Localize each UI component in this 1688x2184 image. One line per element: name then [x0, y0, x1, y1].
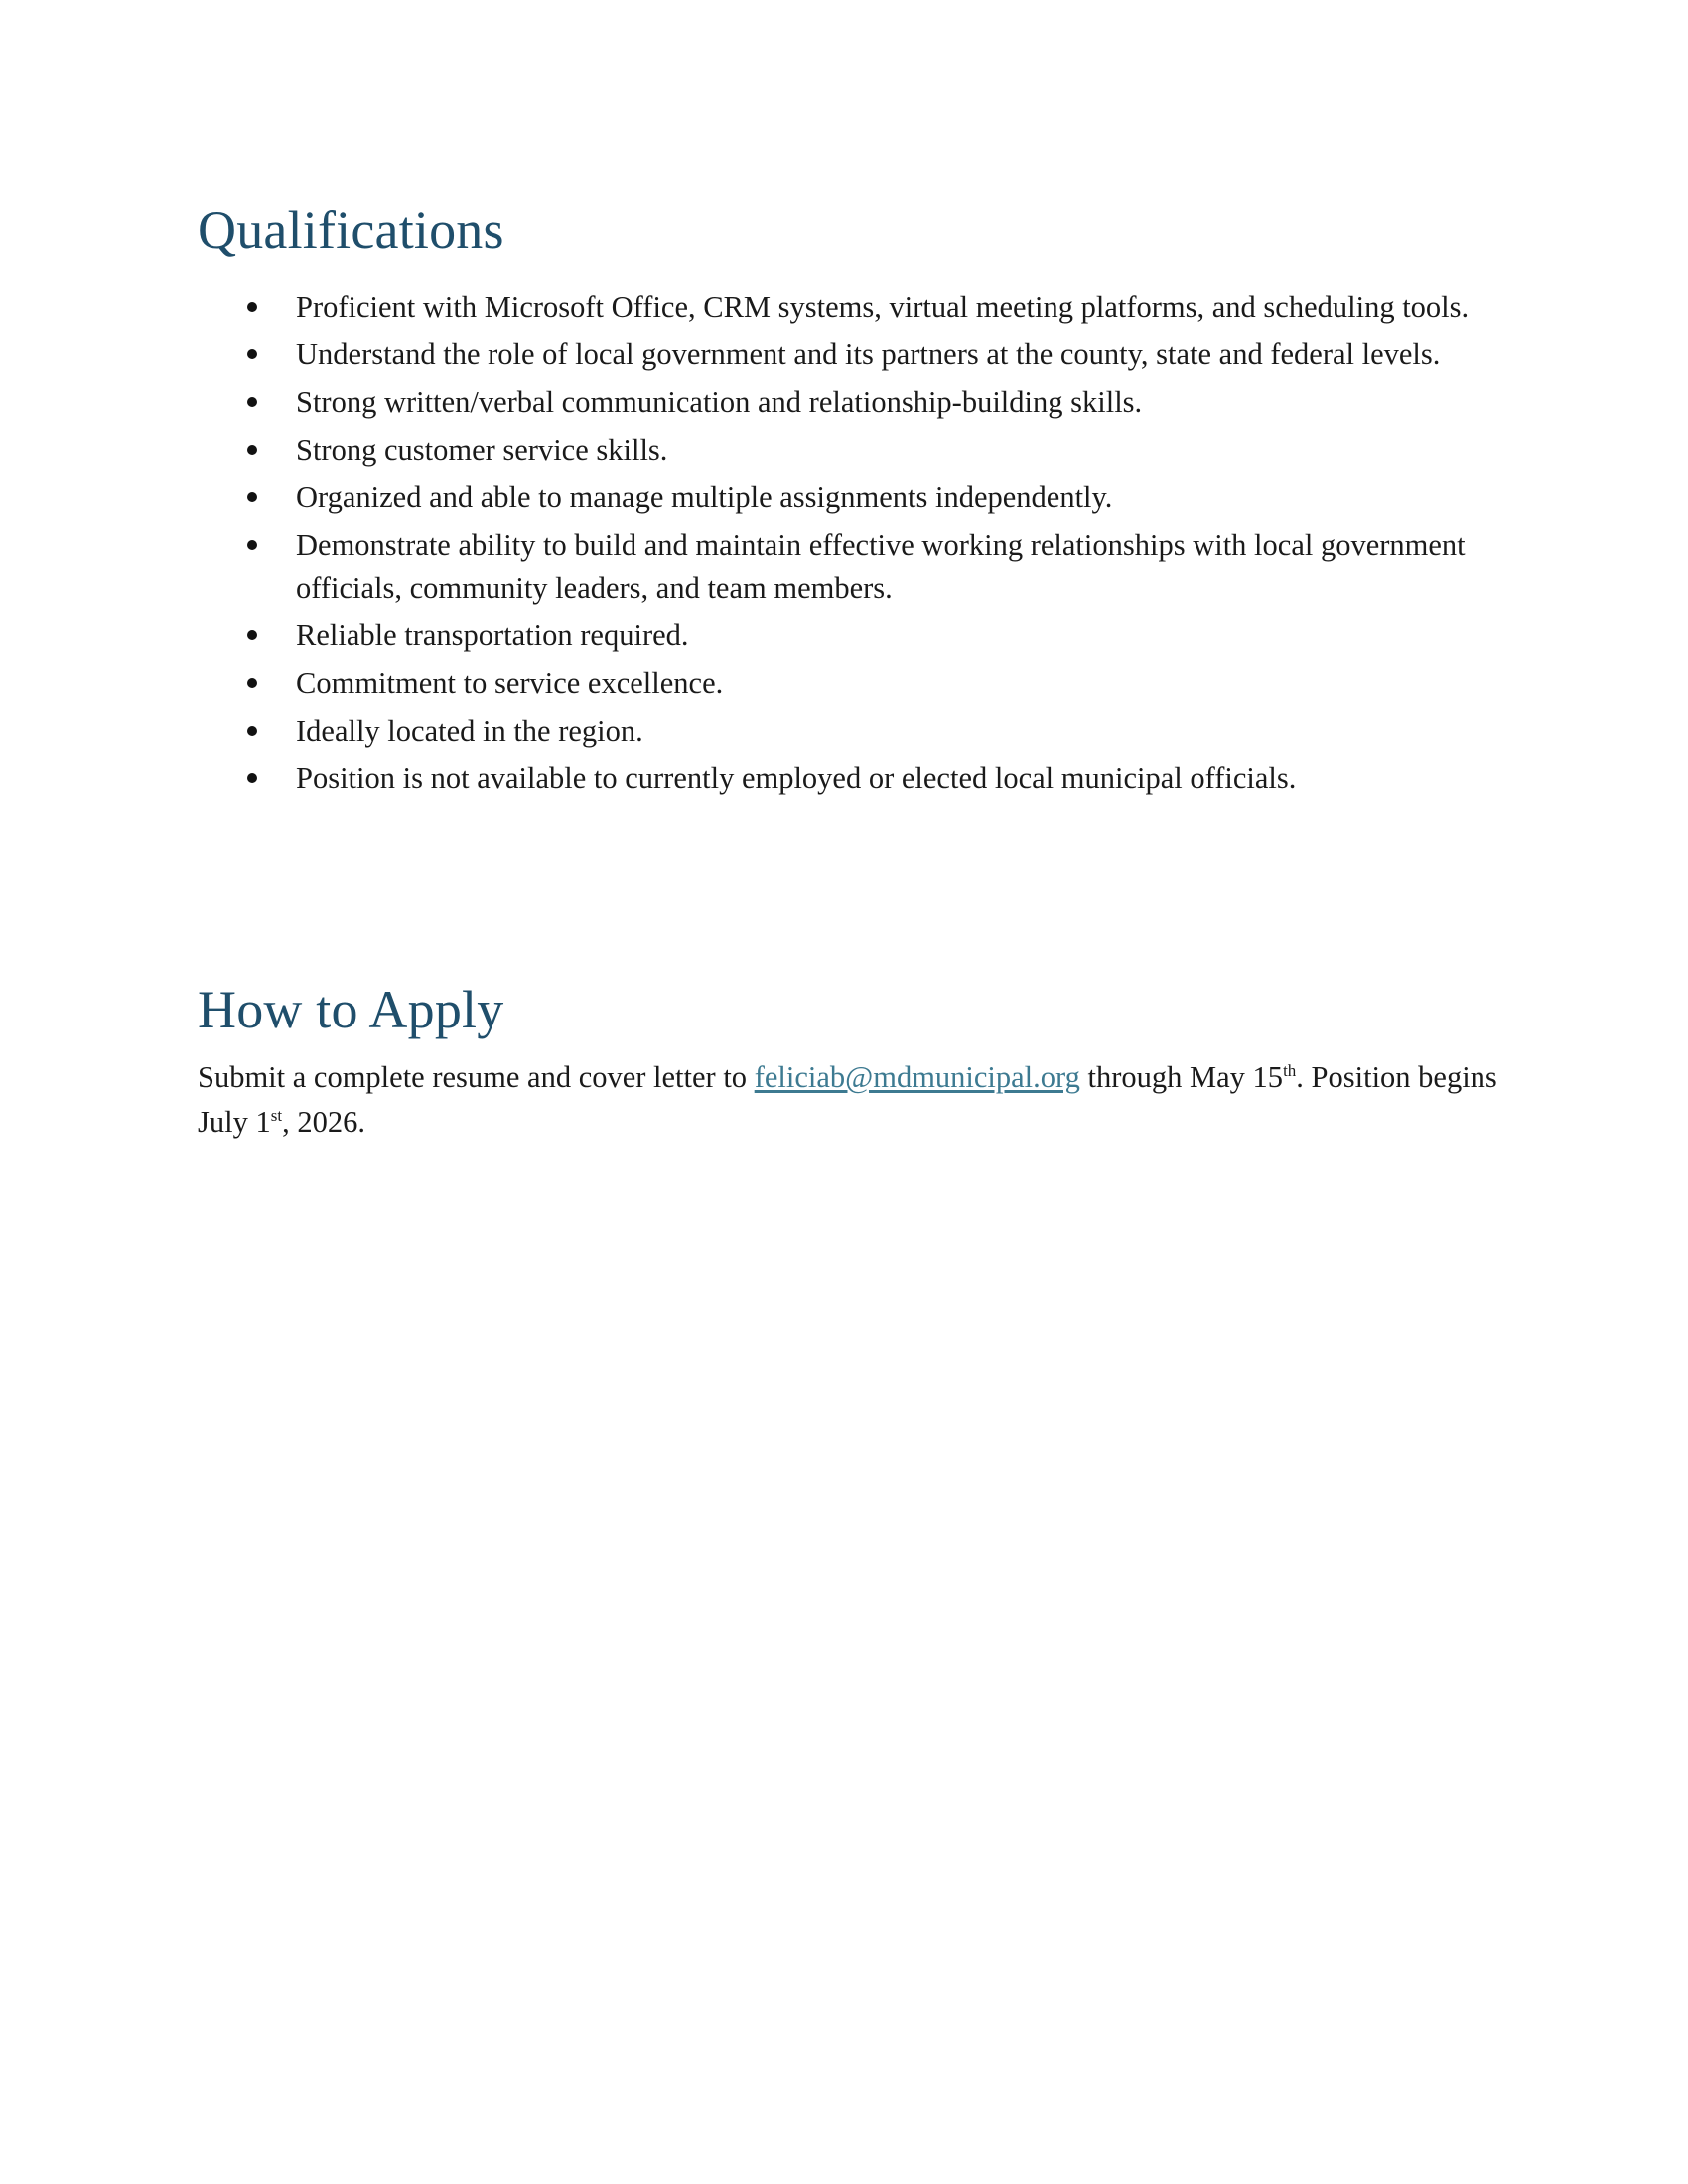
deadline-ordinal-suffix: th	[1283, 1060, 1297, 1080]
apply-text-intro: Submit a complete resume and cover letter to	[198, 1060, 755, 1094]
bullet-icon	[247, 773, 257, 783]
list-item-text: Reliable transportation required.	[296, 618, 689, 652]
list-item-text: Commitment to service excellence.	[296, 666, 724, 700]
apply-text-deadline: through May 15	[1079, 1060, 1284, 1094]
list-item-text: Strong written/verbal communication and relationship-building skills.	[296, 385, 1143, 419]
list-item	[198, 757, 1508, 800]
list-item-text: Position is not available to currently employed or elected local municipal officials.	[296, 761, 1297, 795]
list-item-text: Ideally located in the region.	[296, 714, 643, 748]
list-item	[198, 524, 1508, 610]
list-item	[198, 334, 1508, 376]
how-to-apply-paragraph	[198, 1055, 1508, 1145]
list-item	[198, 429, 1508, 472]
list-item-text: Demonstrate ability to build and maintain effective working relationships with local government officials, community leaders, and team members.	[296, 528, 1466, 605]
bullet-icon	[247, 302, 257, 312]
bullet-icon	[247, 349, 257, 359]
list-item-text: Strong customer service skills.	[296, 433, 668, 467]
qualifications-list	[198, 286, 1508, 805]
bullet-icon	[247, 678, 257, 688]
list-item	[198, 286, 1508, 329]
list-item	[198, 710, 1508, 752]
list-item-text: Organized and able to manage multiple assignments independently.	[296, 480, 1113, 514]
bullet-icon	[247, 445, 257, 455]
list-item	[198, 477, 1508, 519]
how-to-apply-heading: How to Apply	[198, 980, 504, 1039]
bullet-icon	[247, 726, 257, 736]
email-link[interactable]: feliciab@mdmunicipal.org	[754, 1060, 1080, 1094]
bullet-icon	[247, 397, 257, 407]
apply-text-end: , 2026.	[282, 1105, 365, 1139]
apply-text-start: . Position begins July 1	[198, 1060, 1497, 1139]
list-item	[198, 381, 1508, 424]
bullet-icon	[247, 492, 257, 502]
bullet-icon	[247, 540, 257, 550]
list-item	[198, 662, 1508, 705]
bullet-icon	[247, 630, 257, 640]
list-item-text: Proficient with Microsoft Office, CRM systems, virtual meeting platforms, and scheduling tools.	[296, 290, 1470, 324]
start-ordinal-suffix: st	[270, 1105, 283, 1125]
list-item	[198, 614, 1508, 657]
list-item-text: Understand the role of local government and its partners at the county, state and federal levels.	[296, 338, 1441, 371]
qualifications-heading: Qualifications	[198, 201, 504, 260]
